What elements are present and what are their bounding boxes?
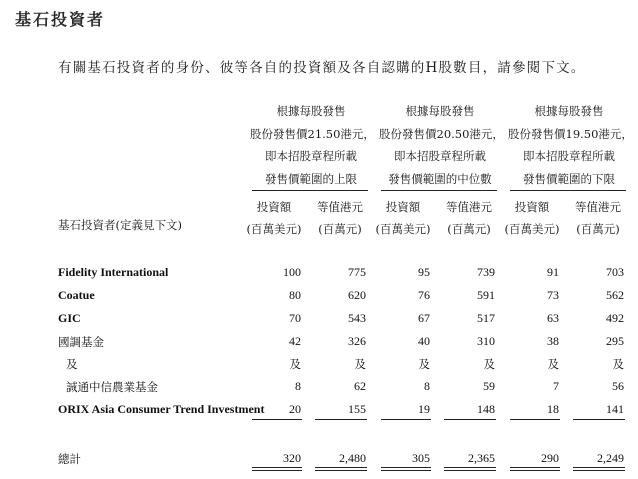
cell-value: 543 (348, 311, 366, 325)
column-group-line: 發售價範圍的上限 (265, 171, 357, 186)
cell-value: 91 (547, 265, 559, 279)
cell-value: 及 (354, 357, 366, 371)
cell-value: 7 (553, 379, 559, 393)
subheader-equivalent-hkd (439, 196, 499, 240)
subheader-line: 等值港元 (446, 200, 492, 214)
subheader-investment-usd (244, 196, 304, 240)
cell-value: 及 (483, 357, 495, 371)
total-value: 2,365 (468, 451, 495, 465)
column-group-line: 發售價範圍的下限 (523, 171, 615, 186)
total-double-rule (315, 467, 367, 471)
cell-value: 63 (547, 311, 559, 325)
cell-value: 620 (348, 288, 366, 302)
total-value: 320 (283, 451, 301, 465)
table-row (0, 332, 638, 354)
total-double-rule (252, 467, 302, 471)
subheader-line: (百萬美元) (375, 222, 431, 236)
cell-value: 19 (418, 402, 430, 416)
column-group-rule (381, 190, 497, 191)
cell-value: 67 (418, 311, 430, 325)
column-group-lower (508, 100, 633, 190)
subheader-line: (百萬美元) (504, 222, 560, 236)
subheader-investment-usd (502, 196, 562, 240)
cell-value: 80 (289, 288, 301, 302)
investor-name: GIC (58, 311, 81, 325)
cell-value: 20 (289, 402, 301, 416)
subheader-investment-usd (373, 196, 433, 240)
subheader-equivalent-hkd (568, 196, 628, 240)
total-label: 總計 (58, 452, 81, 466)
cell-value: 310 (477, 334, 495, 348)
cell-value: 40 (418, 334, 430, 348)
cell-value: 59 (483, 379, 495, 393)
subheader-line: (百萬美元) (246, 222, 302, 236)
cell-value: 591 (477, 288, 495, 302)
cell-value: 56 (612, 379, 624, 393)
cell-value: 73 (547, 288, 559, 302)
cell-value: 8 (295, 379, 301, 393)
subtotal-rule (573, 419, 625, 420)
table-row (0, 263, 638, 285)
column-group-rule (252, 190, 368, 191)
column-group-line: 股份發售價19.50港元， (508, 126, 633, 141)
cell-value: 及 (612, 357, 624, 371)
column-group-line: 根據每股發售 (534, 104, 604, 118)
column-group-rule (510, 190, 626, 191)
subheader-line: (百萬元) (576, 222, 620, 236)
cell-value: 141 (606, 402, 624, 416)
subheader-line: 等值港元 (317, 200, 363, 214)
investor-name: 誠通中信農業基金 (66, 380, 158, 394)
subheader-line: 等值港元 (575, 200, 621, 214)
cell-value: 492 (606, 311, 624, 325)
subheader-equivalent-hkd (310, 196, 370, 240)
column-group-line: 即本招股章程所載 (394, 149, 486, 163)
column-group-line: 根據每股發售 (276, 104, 346, 118)
subheader-line: 投資額 (385, 200, 421, 214)
cell-value: 326 (348, 334, 366, 348)
investor-name: Fidelity International (58, 265, 169, 279)
cell-value: 703 (606, 265, 624, 279)
cell-value: 42 (289, 334, 301, 348)
column-group-line: 根據每股發售 (405, 104, 475, 118)
subheader-line: 投資額 (514, 200, 550, 214)
subheader-line: (百萬元) (447, 222, 491, 236)
investor-name: Coatue (58, 288, 95, 302)
row-label-header: 基石投資者(定義見下文) (58, 218, 182, 232)
investor-name: 國調基金 (58, 335, 104, 349)
column-group-line: 即本招股章程所載 (523, 149, 615, 163)
subheader-line: 投資額 (256, 200, 292, 214)
table-row (0, 286, 638, 308)
total-value: 2,480 (339, 451, 366, 465)
column-group-median (379, 100, 504, 190)
cell-value: 775 (348, 265, 366, 279)
investor-name: ORIX Asia Consumer Trend Investment (58, 402, 265, 416)
total-double-rule (444, 467, 496, 471)
column-group-upper (250, 100, 375, 190)
cell-value: 8 (424, 379, 430, 393)
subheader-line: (百萬元) (318, 222, 362, 236)
subtotal-rule (381, 419, 431, 420)
cell-value: 及 (418, 357, 430, 371)
total-value: 305 (412, 451, 430, 465)
intro-paragraph: 有關基石投資者的身份、彼等各自的投資額及各自認購的H股數目，請參閱下文。 (58, 60, 586, 76)
subtotal-rule (315, 419, 367, 420)
investor-name: 及 (66, 357, 78, 371)
table-row (0, 354, 638, 376)
total-double-rule (573, 467, 625, 471)
cell-value: 517 (477, 311, 495, 325)
cell-value: 18 (547, 402, 559, 416)
cell-value: 70 (289, 311, 301, 325)
column-group-line: 股份發售價21.50港元， (250, 126, 375, 141)
cell-value: 及 (289, 357, 301, 371)
cell-value: 562 (606, 288, 624, 302)
subtotal-rule (510, 419, 560, 420)
column-group-line: 即本招股章程所載 (265, 149, 357, 163)
column-group-line: 股份發售價20.50港元， (379, 126, 504, 141)
cell-value: 100 (283, 265, 301, 279)
cell-value: 148 (477, 402, 495, 416)
cell-value: 739 (477, 265, 495, 279)
cell-value: 295 (606, 334, 624, 348)
cell-value: 95 (418, 265, 430, 279)
total-double-rule (381, 467, 431, 471)
table-row (0, 377, 638, 399)
cell-value: 62 (354, 379, 366, 393)
total-double-rule (510, 467, 560, 471)
table-row (0, 309, 638, 331)
subtotal-rule (252, 419, 302, 420)
column-group-line: 發售價範圍的中位數 (388, 171, 492, 186)
cell-value: 155 (348, 402, 366, 416)
subtotal-rule (444, 419, 496, 420)
total-value: 2,249 (597, 451, 624, 465)
section-title: 基石投資者 (15, 10, 106, 29)
cell-value: 76 (418, 288, 430, 302)
total-value: 290 (541, 451, 559, 465)
cell-value: 38 (547, 334, 559, 348)
cell-value: 及 (547, 357, 559, 371)
